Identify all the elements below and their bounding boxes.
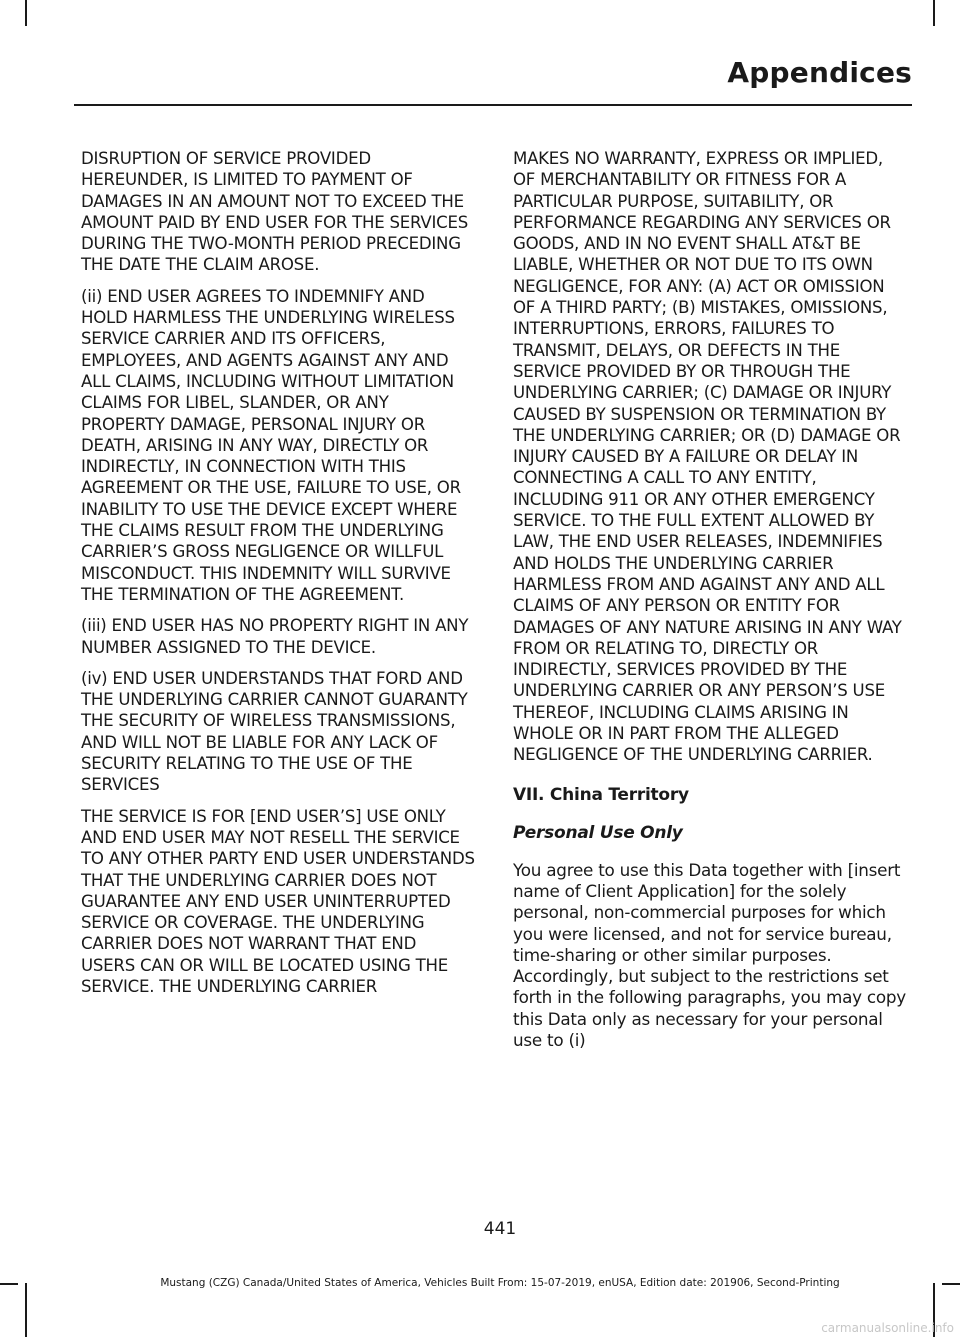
header-rule (74, 104, 912, 106)
section-heading-china-territory: VII. China Territory (513, 784, 689, 805)
right-paragraph-1: MAKES NO WARRANTY, EXPRESS OR IMPLIED, OF MERCHANTABILITY OR FITNESS FOR A PARTICULAR PURPOSE, SUITABILITY, OR PERFORMANCE REGARDING ANY SERVICES OR GOODS, AND IN NO EVENT SHALL AT&T BE LIABLE, WHETHER OR NOT DUE TO ITS OWN NEGLIGENCE, FOR ANY: (A) ACT OR OMISSION OF A THIRD PARTY; (B) MISTAKES, OMISSIONS, INTERRUPTIONS, ERRORS, FAILURES TO TRANSMIT, DELAYS, OR DEFECTS IN THE SERVICE PROVIDED BY OR THROUGH THE UNDERLYING CARRIER; (C) DAMAGE OR INJURY CAUSED BY SUSPENSION OR TERMINATION BY THE UNDERLYING CARRIER; OR (D) DAMAGE OR INJURY CAUSED BY A FAILURE OR DELAY IN CONNECTING A CALL TO ANY ENTITY, INCLUDING 911 OR ANY OTHER EMERGENCY SERVICE. TO THE FULL EXTENT ALLOWED BY LAW, THE END USER RELEASES, INDEMNIFIES AND HOLDS THE UNDERLYING CARRIER HARMLESS FROM AND AGAINST ANY AND ALL CLAIMS OF ANY PERSON OR ENTITY FOR DAMAGES OF ANY NATURE ARISING IN ANY WAY FROM OR RELATING TO, DIRECTLY OR INDIRECTLY, SERVICES PROVIDED BY THE UNDERLYING CARRIER OR ANY PERSON’S USE THEREOF, INCLUDING CLAIMS ARISING IN WHOLE OR IN PART FROM THE ALLEGED NEGLIGENCE OF THE UNDERLYING CARRIER. (513, 149, 902, 765)
crop-mark-bottom-left-vertical (25, 1283, 27, 1337)
left-column (81, 148, 475, 1007)
page-number: 441 (483, 1219, 517, 1239)
left-paragraph-2: (ii) END USER AGREES TO INDEMNIFY AND HOLD HARMLESS THE UNDERLYING WIRELESS SERVICE CARRIER AND ITS OFFICERS, EMPLOYEES, AND AGENTS AGAINST ANY AND ALL CLAIMS, INCLUDING WITHOUT LIMITATION CLAIMS FOR LIBEL, SLANDER, OR ANY PROPERTY DAMAGE, PERSONAL INJURY OR DEATH, ARISING IN ANY WAY, DIRECTLY OR INDIRECTLY, IN CONNECTION WITH THIS AGREEMENT OR THE USE, FAILURE TO USE, OR INABILITY TO USE THE DEVICE EXCEPT WHERE THE CLAIMS RESULT FROM THE UNDERLYING CARRIER’S GROSS NEGLIGENCE OR WILLFUL MISCONDUCT. THIS INDEMNITY WILL SURVIVE THE TERMINATION OF THE AGREEMENT. (81, 286, 461, 604)
right-column (513, 148, 907, 1061)
crop-mark-top-left (25, 0, 27, 26)
crop-mark-top-right (933, 0, 935, 26)
right-paragraph-2: You agree to use this Data together with [insert name of Client Application] for the solely personal, non-commercial purposes for which you were licensed, and not for service bureau, time-sharing or other similar purposes. Accordingly, but subject to the restrictions set forth in the following paragraphs, you may copy this Data only as necessary for your personal use to (i) (513, 859, 906, 1050)
left-paragraph-5: THE SERVICE IS FOR [END USER’S] USE ONLY AND END USER MAY NOT RESELL THE SERVICE TO ANY OTHER PARTY END USER UNDERSTANDS THAT THE UNDERLYING CARRIER DOES NOT GUARANTEE ANY END USER UNINTERRUPTED SERVICE OR COVERAGE. THE UNDERLYING CARRIER DOES NOT WARRANT THAT END USERS CAN OR WILL BE LOCATED USING THE SERVICE. THE UNDERLYING CARRIER (81, 806, 475, 996)
footer-edition-info: Mustang (CZG) Canada/United States of America, Vehicles Built From: 15-07-2019, enUSA, Edition date: 201906, Second-Printing (160, 1277, 840, 1289)
left-paragraph-1: DISRUPTION OF SERVICE PROVIDED HEREUNDER, IS LIMITED TO PAYMENT OF DAMAGES IN AN AMOUNT NOT TO EXCEED THE AMOUNT PAID BY END USER FOR THE SERVICES DURING THE TWO-MONTH PERIOD PRECEDING THE DATE THE CLAIM AROSE. (81, 149, 469, 275)
watermark: carmanualsonline.info (821, 1321, 954, 1335)
section-title: Appendices (727, 56, 912, 89)
subheading-personal-use-only: Personal Use Only (513, 822, 683, 843)
left-paragraph-3: (iii) END USER HAS NO PROPERTY RIGHT IN ANY NUMBER ASSIGNED TO THE DEVICE. (81, 616, 469, 657)
left-paragraph-4: (iv) END USER UNDERSTANDS THAT FORD AND THE UNDERLYING CARRIER CANNOT GUARANTY THE SECURITY OF WIRELESS TRANSMISSIONS, AND WILL NOT BE LIABLE FOR ANY LACK OF SECURITY RELATING TO THE USE OF THE SERVICES (81, 668, 468, 795)
